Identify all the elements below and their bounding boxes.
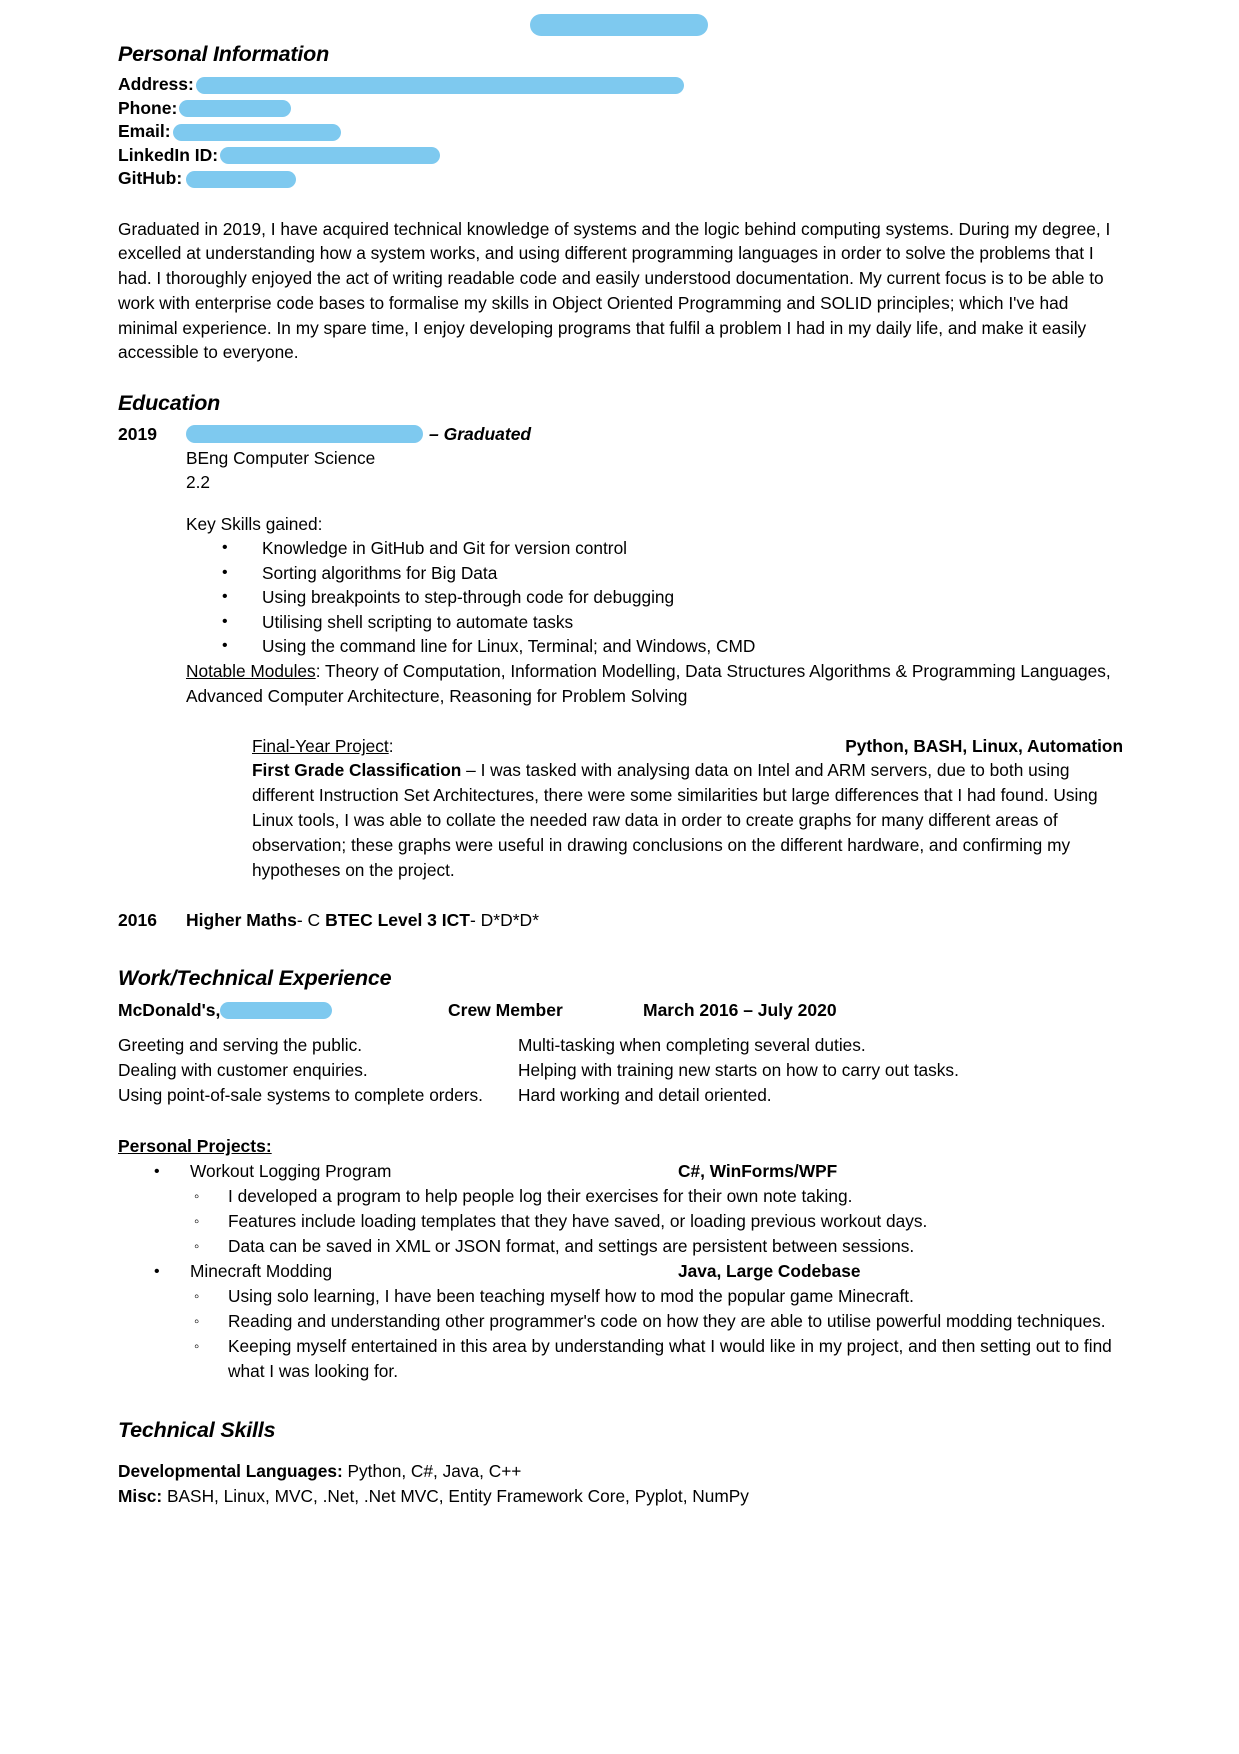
project-point: ◦ I developed a program to help people log their exercises for their own note taking. <box>118 1184 1123 1209</box>
job-location-redaction-mark <box>220 1002 332 1019</box>
job-duty: Helping with training new starts on how to carry out tasks. <box>518 1060 959 1081</box>
project-point: ◦ Data can be saved in XML or JSON format, and settings are persistent between sessions. <box>118 1234 1123 1259</box>
technical-skills-languages-value: Python, C#, Java, C++ <box>342 1461 522 1482</box>
job-role: Crew Member <box>448 1000 563 1021</box>
job-duties <box>118 1033 1123 1108</box>
project-points <box>118 1184 1123 1259</box>
education-entry-2019 <box>118 422 1123 882</box>
project-name: Minecraft Modding <box>190 1261 333 1282</box>
contact-label-linkedin: LinkedIn ID: <box>118 144 219 165</box>
final-year-project-description <box>252 758 1123 882</box>
project-item <box>118 1259 1123 1384</box>
github-redaction-mark <box>186 171 296 188</box>
education-classification: 2.2 <box>186 472 211 493</box>
education-degree: BEng Computer Science <box>186 448 376 469</box>
professional-summary: Graduated in 2019, I have acquired technical knowledge of systems and the logic behind computing systems. During my degree, I excelled at understanding how a system works, and using different programming languages in order to solve the problems that I had. I thoroughly enjoyed the act of writing readable code and easily understood documentation. My current focus is to be able to work with enterprise code bases to formalise my skills in Object Oriented Programming and SOLID principles; which I've had minimal experience. In my spare time, I enjoy developing programs that fulfil a problem I had in my daily life, and make it easily accessible to everyone. <box>118 218 1111 363</box>
education-status: – Graduated <box>429 424 532 445</box>
project-point: ◦ Keeping myself entertained in this area by understanding what I would like in my project, and then setting out to find what I was looking for. <box>118 1334 1123 1384</box>
qualification-higher-maths-grade: - C <box>296 910 326 931</box>
project-tech: Java, Large Codebase <box>678 1261 861 1282</box>
email-redaction-mark <box>173 124 341 141</box>
job-duty: Greeting and serving the public. <box>118 1035 363 1056</box>
contact-row-linkedin <box>118 144 1123 168</box>
address-redaction-mark <box>196 77 684 94</box>
key-skills-list <box>186 536 1123 659</box>
project-item <box>118 1159 1123 1259</box>
candidate-name <box>118 0 1123 42</box>
key-skill-item: • Using breakpoints to step-through code for debugging <box>222 585 1123 610</box>
project-point: ◦ Using solo learning, I have been teaching myself how to mod the popular game Minecraft. <box>118 1284 1123 1309</box>
project-points <box>118 1284 1123 1384</box>
key-skill-item: • Sorting algorithms for Big Data <box>222 561 1123 586</box>
contact-row-phone <box>118 97 1123 121</box>
final-year-project <box>252 734 1123 882</box>
project-tech: C#, WinForms/WPF <box>678 1161 838 1182</box>
contact-label-email: Email: <box>118 121 171 141</box>
job-employer-wrap <box>118 997 332 1023</box>
technical-skills-languages-label: Developmental Languages: <box>118 1461 343 1482</box>
final-year-project-header <box>252 734 1123 758</box>
project-header <box>118 1159 1123 1184</box>
education-year-2016: 2016 <box>118 910 157 931</box>
project-header <box>118 1259 1123 1284</box>
education-year: 2019 <box>118 424 157 445</box>
linkedin-redaction-mark <box>220 147 440 164</box>
key-skill-item: • Knowledge in GitHub and Git for version control <box>222 536 1123 561</box>
section-heading-education: Education <box>118 391 221 416</box>
contact-label-github: GitHub: <box>118 168 183 188</box>
job-duty: Hard working and detail oriented. <box>518 1085 772 1106</box>
job-duties-right-column <box>518 1033 1118 1108</box>
final-year-project-label-suffix: : <box>388 736 394 757</box>
job-duty: Using point-of-sale systems to complete orders. <box>118 1085 483 1106</box>
phone-redaction-mark <box>179 100 291 117</box>
qualification-higher-maths: Higher Maths <box>186 910 297 931</box>
job-header <box>118 997 1123 1023</box>
contact-label-phone: Phone: <box>118 97 178 118</box>
final-year-project-tech: Python, BASH, Linux, Automation <box>845 736 1123 757</box>
education-qualifications-2016 <box>186 908 539 932</box>
contact-details <box>118 73 1123 191</box>
final-year-project-text: – I was tasked with analysing data on Intel and ARM servers, due to both using different Instruction Set Architectures, there were some similarities but large differences that I had found. Using Linux tools, I was able to collate the needed raw data in order to create graphs for many different areas of observation; these graphs were useful in drawing conclusions on the different hardware, and confirming my hypotheses on the project. <box>252 760 1098 880</box>
technical-skills-languages <box>118 1459 1123 1484</box>
section-heading-technical-skills: Technical Skills <box>118 1418 276 1443</box>
education-entry-2016 <box>118 908 1123 932</box>
job-duty: Dealing with customer enquiries. <box>118 1060 368 1081</box>
key-skill-item: • Utilising shell scripting to automate tasks <box>222 610 1123 635</box>
technical-skills-misc <box>118 1484 1123 1509</box>
key-skills-label: Key Skills gained: <box>186 514 323 535</box>
key-skill-item: • Using the command line for Linux, Terminal; and Windows, CMD <box>222 634 1123 659</box>
final-year-project-label: Final-Year Project <box>252 736 389 757</box>
qualification-btec-grade: - D*D*D* <box>469 910 540 931</box>
contact-row-github <box>118 167 1123 191</box>
notable-modules <box>186 659 1123 709</box>
contact-row-address <box>118 73 1123 97</box>
education-institution-line <box>186 422 1123 446</box>
job-employer: McDonald's, <box>118 1000 221 1021</box>
personal-projects-heading: Personal Projects: <box>118 1136 272 1157</box>
job-duties-left-column <box>118 1033 518 1108</box>
project-name: Workout Logging Program <box>190 1161 392 1182</box>
job-dates: March 2016 – July 2020 <box>643 1000 837 1021</box>
notable-modules-text: : Theory of Computation, Information Modelling, Data Structures Algorithms & Programming Languages, Advanced Computer Architecture, Reasoning for Problem Solving <box>186 660 1111 706</box>
technical-skills-misc-label: Misc: <box>118 1486 163 1507</box>
section-heading-personal-information: Personal Information <box>118 42 330 66</box>
project-point: ◦ Features include loading templates that they have saved, or loading previous workout days. <box>118 1209 1123 1234</box>
final-year-project-grade: First Grade Classification <box>252 760 462 781</box>
personal-projects-list <box>118 1159 1123 1384</box>
contact-row-email <box>118 120 1123 144</box>
contact-label-address: Address: <box>118 74 194 94</box>
technical-skills-misc-value: BASH, Linux, MVC, .Net, .Net MVC, Entity Framework Core, Pyplot, NumPy <box>162 1486 749 1507</box>
section-heading-work-experience: Work/Technical Experience <box>118 966 392 991</box>
final-year-project-label-wrap <box>252 734 394 758</box>
qualification-btec: BTEC Level 3 ICT <box>325 910 470 931</box>
job-duty: Multi-tasking when completing several duties. <box>518 1035 866 1056</box>
resume-content <box>118 0 1123 1509</box>
name-redaction-mark <box>530 14 708 36</box>
project-point: ◦ Reading and understanding other programmer's code on how they are able to utilise powerful modding techniques. <box>118 1309 1123 1334</box>
notable-modules-label: Notable Modules <box>186 660 316 681</box>
institution-redaction-mark <box>186 425 423 443</box>
